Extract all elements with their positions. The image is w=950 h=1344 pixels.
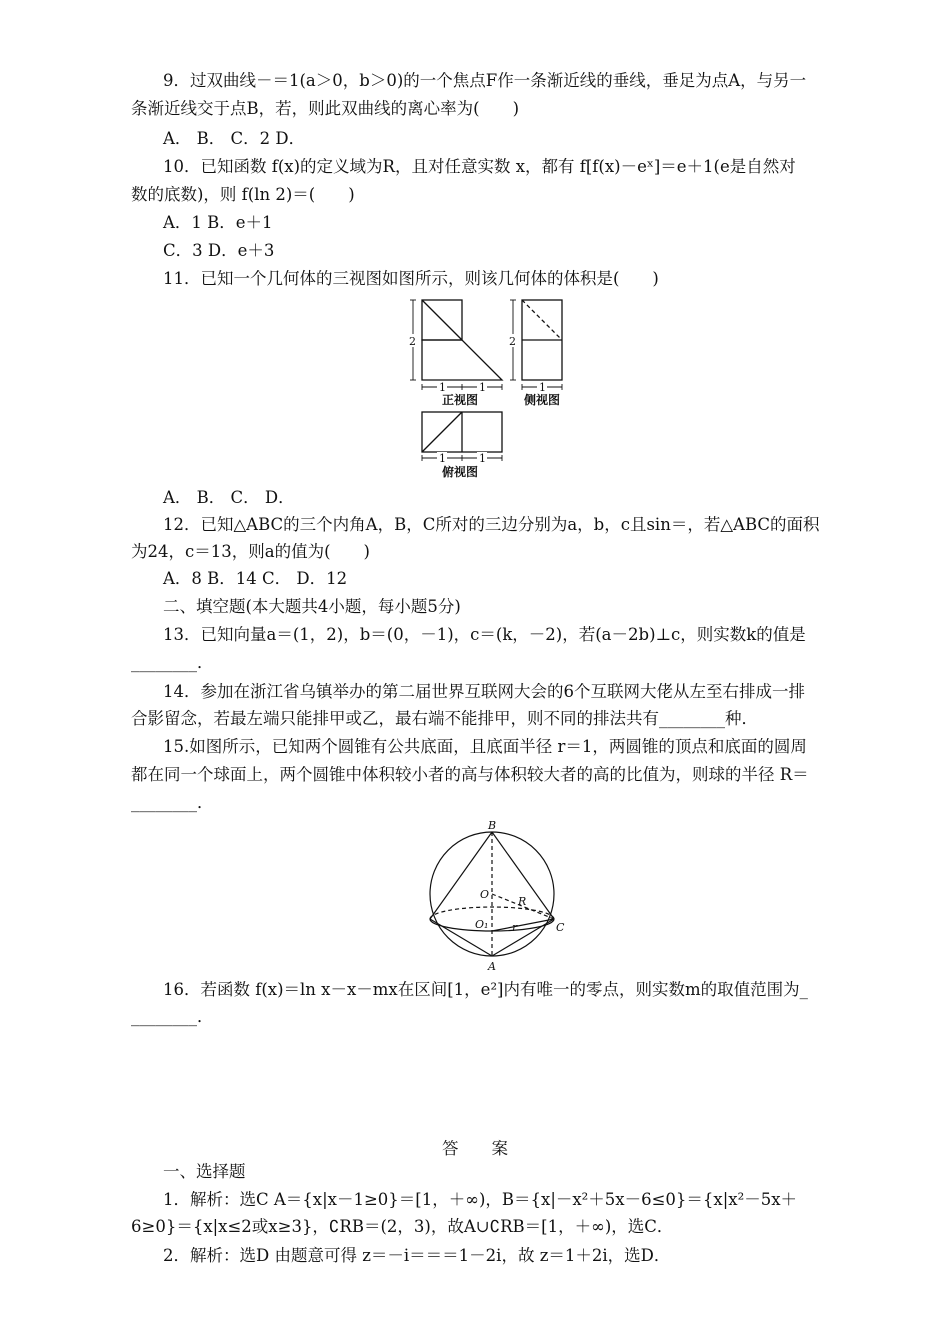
front-view-trapezoid [422, 340, 502, 380]
q10-options-cd: C．3 D．e＋3 [163, 241, 275, 260]
q11-options: A． B． C． D． [163, 488, 295, 507]
q14-line-1: 14．参加在浙江省乌镇举办的第二届世界互联网大会的6个互联网大佬从左至右排成一排 [163, 682, 805, 701]
answer-1-line-1: 1．解析：选C A＝{x|x－1≥0}＝[1，＋∞)，B＝{x|－x²＋5x－6≤0}＝{x|x²－5x＋ [163, 1190, 798, 1209]
side-height-label: 2 [509, 335, 516, 348]
label-A: A [488, 960, 496, 973]
q15-line-2: 都在同一个球面上，两个圆锥中体积较小者的高与体积较大者的高的比值为，则球的半径 R＝ [131, 765, 809, 784]
front-width-label-2: 1 [479, 381, 486, 394]
answer-1-line-2: 6≥0}＝{x|x≤2或x≥3}，∁RB＝(2，3)，故A∪∁RB＝[1，＋∞)，选C． [131, 1217, 674, 1236]
q12-line-2: 为24，c＝13，则a的值为( ) [131, 542, 370, 561]
q12-line-1: 12．已知△ABC的三个内角A，B，C所对的三边分别为a，b，c且sin＝，若△ABC的面积 [163, 515, 820, 534]
label-B: B [488, 819, 497, 832]
side-width-label: 1 [539, 381, 546, 394]
front-view-caption: 正视图 [442, 393, 479, 407]
q9-options: A． B． C．2 D． [163, 129, 306, 148]
q10-line-1: 10．已知函数 f(x)的定义域为R，且对任意实数 x，都有 f[f(x)－eˣ]＝e＋1(e是自然对 [163, 157, 796, 176]
answers-section-heading: 一、选择题 [163, 1162, 246, 1181]
side-view-caption: 侧视图 [524, 393, 561, 407]
label-O: O [480, 888, 490, 901]
q11-line-1: 11．已知一个几何体的三视图如图所示，则该几何体的体积是( ) [163, 269, 659, 288]
top-view-caption: 俯视图 [442, 465, 479, 479]
q13-line-1: 13．已知向量a＝(1，2)，b＝(0，－1)，c＝(k，－2)，若(a－2b)⊥c，则实数k的值是 [163, 625, 806, 644]
front-width-label-1: 1 [439, 381, 446, 394]
q15-line-1: 15.如图所示，已知两个圆锥有公共底面，且底面半径 r＝1，两圆锥的顶点和底面的圆周 [163, 737, 807, 756]
q10-options-ab: A．1 B．e＋1 [163, 213, 273, 232]
answer-2-line-1: 2．解析：选D 由题意可得 z＝－i＝＝＝1－2i，故 z＝1＋2i，选D． [163, 1246, 671, 1265]
q12-options: A．8 B．14 C． D．12 [163, 569, 348, 588]
q16-line-2: ________． [131, 1007, 214, 1026]
label-r: r [512, 921, 518, 934]
q15-line-3: ________． [131, 793, 214, 812]
q14-line-2: 合影留念，若最左端只能排甲或乙，最右端不能排甲，则不同的排法共有________种． [131, 709, 758, 728]
q16-line-1: 16．若函数 f(x)＝ln x－x－mx在区间[1，e²]内有唯一的零点，则实数m的取值范围为_ [163, 980, 808, 999]
label-O1: O₁ [475, 918, 489, 931]
label-C: C [556, 921, 565, 934]
top-width-label-1: 1 [439, 452, 446, 465]
top-width-label-2: 1 [479, 452, 486, 465]
sphere-cones-figure [420, 818, 570, 974]
answers-title: 答 案 [442, 1139, 508, 1158]
section-fill-in-heading: 二、填空题(本大题共4小题，每小题5分) [163, 597, 461, 616]
q9-line-2: 条渐近线交于点B，若，则此双曲线的离心率为( ) [131, 99, 519, 118]
q9-line-1: 9．过双曲线－＝1(a＞0，b＞0)的一个焦点F作一条渐近线的垂线，垂足为点A，与另一 [163, 71, 807, 90]
label-R: R [518, 895, 527, 908]
three-views-figure [405, 296, 585, 486]
q10-line-2: 数的底数)，则 f(ln 2)＝( ) [131, 185, 355, 204]
front-height-label: 2 [409, 335, 416, 348]
q13-line-2: ________． [131, 653, 214, 672]
